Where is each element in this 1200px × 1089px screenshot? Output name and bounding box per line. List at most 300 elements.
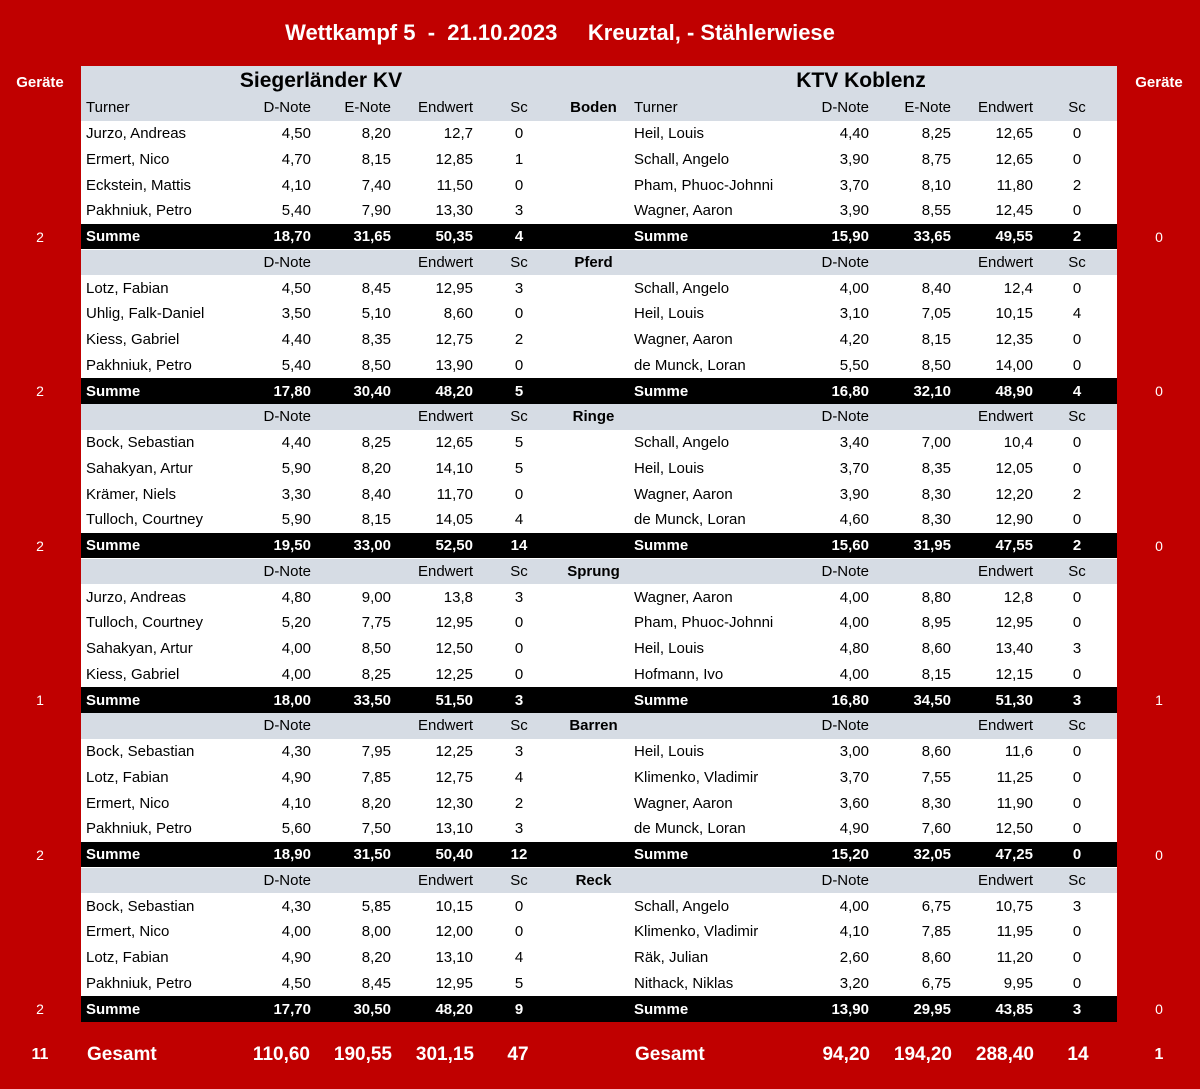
home-summe-label: Summe bbox=[86, 691, 141, 709]
away-enote-header: E-Note bbox=[904, 99, 951, 117]
away-sc: 0 bbox=[1072, 150, 1082, 168]
athlete-row bbox=[81, 893, 1117, 919]
away-endwert-header: Endwert bbox=[977, 717, 1033, 735]
home-enote: 7,40 bbox=[361, 176, 391, 194]
home-sc: 3 bbox=[514, 743, 524, 761]
home-endwert: 13,8 bbox=[443, 588, 473, 606]
home-sc: 0 bbox=[514, 176, 524, 194]
home-dnote: 5,20 bbox=[281, 614, 311, 632]
home-enote: 8,20 bbox=[361, 949, 391, 967]
home-endwert: 12,85 bbox=[435, 150, 473, 168]
team-title-row bbox=[81, 66, 1117, 95]
athlete-row bbox=[81, 739, 1117, 765]
away-endwert: 12,35 bbox=[995, 331, 1033, 349]
home-sum-enote: 30,50 bbox=[353, 1000, 391, 1018]
home-sum-sc: 5 bbox=[514, 382, 524, 400]
away-athlete-name: Wagner, Aaron bbox=[634, 794, 733, 812]
home-endwert-header: Endwert bbox=[417, 717, 473, 735]
apparatus-name: Barren bbox=[569, 717, 618, 735]
away-athlete-name: Klimenko, Vladimir bbox=[634, 768, 759, 786]
home-summe-label: Summe bbox=[86, 382, 141, 400]
summe-row bbox=[81, 996, 1117, 1022]
away-sum-sc: 4 bbox=[1072, 382, 1082, 400]
athlete-row bbox=[81, 301, 1117, 327]
athlete-row bbox=[81, 198, 1117, 224]
away-sc-header: Sc bbox=[1068, 253, 1086, 271]
home-athlete-name: Jurzo, Andreas bbox=[86, 125, 187, 143]
apparatus-header-row bbox=[81, 95, 1117, 121]
home-dnote: 4,80 bbox=[281, 588, 311, 606]
home-endwert: 11,70 bbox=[436, 485, 473, 503]
athlete-row bbox=[81, 662, 1117, 688]
home-endwert: 12,75 bbox=[435, 768, 473, 786]
away-dnote-header: D-Note bbox=[821, 871, 869, 889]
away-dnote-header: D-Note bbox=[821, 408, 869, 426]
home-athlete-name: Pakhniuk, Petro bbox=[86, 974, 192, 992]
home-sum-enote: 31,50 bbox=[353, 846, 391, 864]
apparatus-name: Ringe bbox=[572, 408, 615, 426]
home-sc: 0 bbox=[514, 485, 524, 503]
away-sc: 0 bbox=[1072, 614, 1082, 632]
away-summe-label: Summe bbox=[634, 691, 689, 709]
home-dnote: 4,70 bbox=[281, 150, 311, 168]
away-summe-label: Summe bbox=[634, 1000, 689, 1018]
home-sum-enote: 30,40 bbox=[353, 382, 391, 400]
away-sc: 0 bbox=[1072, 974, 1082, 992]
home-dnote: 5,60 bbox=[281, 820, 311, 838]
away-sc: 2 bbox=[1072, 485, 1082, 503]
home-dnote-header: D-Note bbox=[263, 562, 311, 580]
away-sum-dnote: 13,90 bbox=[831, 1000, 869, 1018]
home-athlete-name: Sahakyan, Artur bbox=[86, 459, 193, 477]
away-sc: 2 bbox=[1072, 176, 1082, 194]
away-dnote: 3,90 bbox=[839, 150, 869, 168]
athlete-row bbox=[81, 507, 1117, 533]
away-endwert: 12,95 bbox=[995, 614, 1033, 632]
home-dnote: 4,50 bbox=[281, 279, 311, 297]
away-sum-dnote: 15,60 bbox=[831, 537, 869, 555]
home-enote: 7,50 bbox=[361, 820, 391, 838]
home-endwert: 12,65 bbox=[435, 434, 473, 452]
away-enote: 8,40 bbox=[921, 279, 951, 297]
home-apparatus-points: 1 bbox=[36, 692, 44, 709]
total-home-dnote: 110,60 bbox=[252, 1044, 310, 1065]
athlete-row bbox=[81, 172, 1117, 198]
home-sc-header: Sc bbox=[510, 408, 528, 426]
away-apparatus-points: 0 bbox=[1155, 383, 1163, 400]
away-sc: 0 bbox=[1072, 949, 1082, 967]
total-home-enote: 190,55 bbox=[333, 1044, 392, 1065]
away-enote: 8,60 bbox=[921, 640, 951, 658]
apparatus-name: Sprung bbox=[567, 562, 620, 580]
home-sum-enote: 33,50 bbox=[353, 691, 391, 709]
home-endwert-header: Endwert bbox=[417, 408, 473, 426]
home-endwert: 12,95 bbox=[435, 614, 473, 632]
away-sc: 3 bbox=[1072, 640, 1082, 658]
home-dnote: 4,50 bbox=[281, 974, 311, 992]
away-dnote: 4,80 bbox=[839, 640, 869, 658]
home-endwert: 10,15 bbox=[435, 897, 473, 915]
total-away-label: Gesamt bbox=[635, 1044, 705, 1065]
away-enote: 8,15 bbox=[921, 665, 951, 683]
away-sc: 0 bbox=[1072, 820, 1082, 838]
home-sc: 5 bbox=[514, 434, 524, 452]
athlete-row bbox=[81, 765, 1117, 791]
away-enote: 8,95 bbox=[921, 614, 951, 632]
home-athlete-name: Lotz, Fabian bbox=[86, 949, 169, 967]
away-endwert: 12,20 bbox=[995, 485, 1033, 503]
home-dnote: 4,00 bbox=[281, 923, 311, 941]
away-sum-sc: 2 bbox=[1072, 537, 1082, 555]
home-athlete-name: Lotz, Fabian bbox=[86, 768, 169, 786]
total-away-dnote: 94,20 bbox=[822, 1044, 870, 1065]
score-table bbox=[81, 66, 1117, 1022]
away-dnote: 3,70 bbox=[839, 459, 869, 477]
home-endwert: 12,25 bbox=[435, 743, 473, 761]
away-dnote: 5,50 bbox=[839, 356, 869, 374]
away-apparatus-points: 1 bbox=[1155, 692, 1163, 709]
home-endwert: 12,25 bbox=[435, 665, 473, 683]
away-enote: 7,05 bbox=[921, 305, 951, 323]
home-enote: 8,50 bbox=[361, 356, 391, 374]
home-sum-sc: 12 bbox=[510, 846, 528, 864]
home-enote: 7,95 bbox=[361, 743, 391, 761]
home-endwert: 13,10 bbox=[435, 820, 473, 838]
away-dnote: 3,90 bbox=[839, 485, 869, 503]
away-enote: 6,75 bbox=[921, 974, 951, 992]
home-dnote-header: D-Note bbox=[263, 408, 311, 426]
away-sc: 4 bbox=[1072, 305, 1082, 323]
home-sum-endwert: 50,35 bbox=[435, 228, 473, 246]
away-dnote: 4,90 bbox=[839, 820, 869, 838]
home-sc-header: Sc bbox=[510, 871, 528, 889]
away-sum-dnote: 15,90 bbox=[831, 228, 869, 246]
away-sum-enote: 34,50 bbox=[913, 691, 951, 709]
away-athlete-name: Wagner, Aaron bbox=[634, 485, 733, 503]
home-endwert: 12,95 bbox=[435, 974, 473, 992]
home-endwert: 12,7 bbox=[443, 125, 473, 143]
home-athlete-name: Sahakyan, Artur bbox=[86, 640, 193, 658]
home-sum-dnote: 18,00 bbox=[273, 691, 311, 709]
home-sum-sc: 9 bbox=[514, 1000, 524, 1018]
away-sum-sc: 0 bbox=[1072, 846, 1082, 864]
home-sc: 3 bbox=[514, 820, 524, 838]
home-dnote: 4,30 bbox=[281, 897, 311, 915]
away-enote: 7,60 bbox=[921, 820, 951, 838]
away-sc: 0 bbox=[1072, 794, 1082, 812]
athlete-row bbox=[81, 147, 1117, 173]
home-athlete-name: Jurzo, Andreas bbox=[86, 588, 187, 606]
home-athlete-name: Ermert, Nico bbox=[86, 150, 170, 168]
away-endwert: 9,95 bbox=[1003, 974, 1033, 992]
away-enote: 8,25 bbox=[921, 125, 951, 143]
home-dnote: 4,50 bbox=[281, 125, 311, 143]
home-sc: 5 bbox=[514, 459, 524, 477]
apparatus-header-row bbox=[81, 250, 1117, 276]
summe-row bbox=[81, 224, 1117, 250]
away-athlete-name: Schall, Angelo bbox=[634, 279, 730, 297]
away-sc: 0 bbox=[1072, 923, 1082, 941]
home-sum-endwert: 50,40 bbox=[435, 846, 473, 864]
away-sc-header: Sc bbox=[1068, 717, 1086, 735]
away-sc: 0 bbox=[1072, 511, 1082, 529]
away-sum-enote: 29,95 bbox=[913, 1000, 951, 1018]
home-athlete-name: Eckstein, Mattis bbox=[86, 176, 192, 194]
home-sum-endwert: 48,20 bbox=[435, 382, 473, 400]
home-dnote: 3,50 bbox=[281, 305, 311, 323]
home-sum-sc: 3 bbox=[514, 691, 524, 709]
away-enote: 7,85 bbox=[921, 923, 951, 941]
away-sum-enote: 32,05 bbox=[913, 846, 951, 864]
home-sc-header: Sc bbox=[510, 99, 528, 117]
total-home-endwert: 301,15 bbox=[415, 1044, 474, 1065]
home-endwert-header: Endwert bbox=[417, 871, 473, 889]
home-enote: 7,75 bbox=[361, 614, 391, 632]
home-endwert-header: Endwert bbox=[417, 253, 473, 271]
home-enote: 8,45 bbox=[361, 279, 391, 297]
away-dnote: 4,00 bbox=[839, 614, 869, 632]
home-endwert: 13,30 bbox=[435, 202, 473, 220]
away-apparatus-points: 0 bbox=[1155, 846, 1163, 863]
away-sum-enote: 32,10 bbox=[913, 382, 951, 400]
away-turner-header: Turner bbox=[634, 99, 678, 117]
home-athlete-name: Tulloch, Courtney bbox=[86, 614, 203, 632]
home-sum-endwert: 52,50 bbox=[435, 537, 473, 555]
home-apparatus-points: 2 bbox=[36, 537, 44, 554]
home-enote-header: E-Note bbox=[344, 99, 391, 117]
home-endwert: 11,50 bbox=[436, 176, 473, 194]
home-athlete-name: Pakhniuk, Petro bbox=[86, 202, 192, 220]
home-enote: 8,50 bbox=[361, 640, 391, 658]
home-athlete-name: Krämer, Niels bbox=[86, 485, 177, 503]
away-athlete-name: Wagner, Aaron bbox=[634, 202, 733, 220]
away-dnote: 4,00 bbox=[839, 279, 869, 297]
apparatus-header-row bbox=[81, 559, 1117, 585]
home-dnote: 4,40 bbox=[281, 331, 311, 349]
home-endwert-header: Endwert bbox=[417, 99, 473, 117]
home-summe-label: Summe bbox=[86, 846, 141, 864]
away-sc-header: Sc bbox=[1068, 562, 1086, 580]
home-dnote: 4,00 bbox=[281, 640, 311, 658]
away-dnote-header: D-Note bbox=[821, 99, 869, 117]
away-sum-endwert: 49,55 bbox=[995, 228, 1033, 246]
home-apparatus-points: 2 bbox=[36, 1001, 44, 1018]
home-endwert: 8,60 bbox=[443, 305, 473, 323]
home-athlete-name: Pakhniuk, Petro bbox=[86, 356, 192, 374]
home-enote: 9,00 bbox=[361, 588, 391, 606]
home-sc-header: Sc bbox=[510, 717, 528, 735]
home-dnote: 3,30 bbox=[281, 485, 311, 503]
away-sum-endwert: 43,85 bbox=[995, 1000, 1033, 1018]
away-sum-endwert: 48,90 bbox=[995, 382, 1033, 400]
home-athlete-name: Lotz, Fabian bbox=[86, 279, 169, 297]
home-athlete-name: Uhlig, Falk-Daniel bbox=[86, 305, 205, 323]
away-endwert: 12,90 bbox=[995, 511, 1033, 529]
right-geraete-header: Geräte bbox=[1135, 74, 1183, 91]
home-dnote-header: D-Note bbox=[263, 253, 311, 271]
total-home-points: 11 bbox=[31, 1046, 49, 1063]
home-dnote: 4,40 bbox=[281, 434, 311, 452]
home-endwert: 13,10 bbox=[435, 949, 473, 967]
home-sc: 4 bbox=[514, 949, 524, 967]
away-summe-label: Summe bbox=[634, 537, 689, 555]
home-endwert: 13,90 bbox=[435, 356, 473, 374]
away-enote: 8,55 bbox=[921, 202, 951, 220]
total-away-points: 1 bbox=[1154, 1046, 1164, 1063]
away-endwert-header: Endwert bbox=[977, 871, 1033, 889]
home-enote: 8,15 bbox=[361, 150, 391, 168]
home-sc: 2 bbox=[514, 331, 524, 349]
away-endwert: 11,90 bbox=[996, 794, 1033, 812]
athlete-row bbox=[81, 456, 1117, 482]
home-sum-endwert: 51,50 bbox=[435, 691, 473, 709]
home-endwert: 12,50 bbox=[435, 640, 473, 658]
away-sc: 0 bbox=[1072, 125, 1082, 143]
athlete-row bbox=[81, 275, 1117, 301]
home-sc: 3 bbox=[514, 279, 524, 297]
away-dnote-header: D-Note bbox=[821, 562, 869, 580]
athlete-row bbox=[81, 481, 1117, 507]
home-dnote: 5,40 bbox=[281, 202, 311, 220]
away-athlete-name: Heil, Louis bbox=[634, 305, 705, 323]
total-away-sc: 14 bbox=[1067, 1044, 1089, 1065]
away-endwert: 10,15 bbox=[995, 305, 1033, 323]
away-enote: 7,00 bbox=[921, 434, 951, 452]
away-athlete-name: Wagner, Aaron bbox=[634, 331, 733, 349]
summe-row bbox=[81, 533, 1117, 559]
away-athlete-name: Wagner, Aaron bbox=[634, 588, 733, 606]
away-athlete-name: Räk, Julian bbox=[634, 949, 709, 967]
home-dnote-header: D-Note bbox=[263, 99, 311, 117]
home-dnote: 4,10 bbox=[281, 794, 311, 812]
home-athlete-name: Tulloch, Courtney bbox=[86, 511, 203, 529]
away-summe-label: Summe bbox=[634, 382, 689, 400]
away-enote: 7,55 bbox=[921, 768, 951, 786]
away-sc: 0 bbox=[1072, 588, 1082, 606]
home-dnote: 5,90 bbox=[281, 459, 311, 477]
away-dnote: 4,10 bbox=[839, 923, 869, 941]
away-enote: 8,10 bbox=[921, 176, 951, 194]
away-endwert-header: Endwert bbox=[977, 408, 1033, 426]
away-endwert: 12,4 bbox=[1003, 279, 1033, 297]
summe-row bbox=[81, 687, 1117, 713]
home-dnote: 4,30 bbox=[281, 743, 311, 761]
home-apparatus-points: 2 bbox=[36, 228, 44, 245]
away-endwert: 12,8 bbox=[1003, 588, 1033, 606]
home-enote: 8,25 bbox=[361, 665, 391, 683]
athlete-row bbox=[81, 971, 1117, 997]
home-dnote-header: D-Note bbox=[263, 871, 311, 889]
away-athlete-name: Pham, Phuoc-Johnni bbox=[634, 176, 774, 194]
athlete-row bbox=[81, 327, 1117, 353]
home-sum-sc: 14 bbox=[510, 537, 528, 555]
left-geraete-header: Geräte bbox=[16, 74, 64, 91]
home-enote: 7,90 bbox=[361, 202, 391, 220]
away-endwert: 12,65 bbox=[995, 150, 1033, 168]
away-endwert: 12,65 bbox=[995, 125, 1033, 143]
away-dnote: 3,00 bbox=[839, 743, 869, 761]
athlete-row bbox=[81, 584, 1117, 610]
total-home-sc: 47 bbox=[507, 1044, 529, 1065]
away-endwert-header: Endwert bbox=[977, 253, 1033, 271]
away-endwert: 11,20 bbox=[996, 949, 1033, 967]
home-enote: 8,40 bbox=[361, 485, 391, 503]
athlete-row bbox=[81, 610, 1117, 636]
away-endwert: 12,45 bbox=[995, 202, 1033, 220]
home-athlete-name: Kiess, Gabriel bbox=[86, 665, 180, 683]
home-enote: 7,85 bbox=[361, 768, 391, 786]
away-sc: 0 bbox=[1072, 331, 1082, 349]
home-dnote: 5,40 bbox=[281, 356, 311, 374]
home-enote: 8,00 bbox=[361, 923, 391, 941]
away-dnote: 3,70 bbox=[839, 176, 869, 194]
away-dnote: 2,60 bbox=[839, 949, 869, 967]
away-sum-dnote: 16,80 bbox=[831, 382, 869, 400]
home-athlete-name: Pakhniuk, Petro bbox=[86, 820, 192, 838]
away-enote: 8,60 bbox=[921, 949, 951, 967]
away-endwert: 12,05 bbox=[995, 459, 1033, 477]
home-apparatus-points: 2 bbox=[36, 846, 44, 863]
home-enote: 8,45 bbox=[361, 974, 391, 992]
away-sc: 0 bbox=[1072, 279, 1082, 297]
home-dnote: 4,90 bbox=[281, 949, 311, 967]
home-summe-label: Summe bbox=[86, 1000, 141, 1018]
away-apparatus-points: 0 bbox=[1155, 228, 1163, 245]
away-dnote: 3,70 bbox=[839, 768, 869, 786]
away-sc: 0 bbox=[1072, 202, 1082, 220]
away-sc: 0 bbox=[1072, 459, 1082, 477]
home-sc: 0 bbox=[514, 305, 524, 323]
away-sum-enote: 31,95 bbox=[913, 537, 951, 555]
away-sc-header: Sc bbox=[1068, 408, 1086, 426]
away-dnote: 4,00 bbox=[839, 897, 869, 915]
away-dnote-header: D-Note bbox=[821, 717, 869, 735]
home-athlete-name: Ermert, Nico bbox=[86, 794, 170, 812]
home-sc: 0 bbox=[514, 897, 524, 915]
home-enote: 8,20 bbox=[361, 125, 391, 143]
away-athlete-name: Heil, Louis bbox=[634, 743, 705, 761]
away-sc-header: Sc bbox=[1068, 871, 1086, 889]
home-enote: 5,85 bbox=[361, 897, 391, 915]
home-sum-dnote: 17,70 bbox=[273, 1000, 311, 1018]
apparatus-header-row bbox=[81, 868, 1117, 894]
home-endwert: 14,10 bbox=[435, 459, 473, 477]
away-athlete-name: Klimenko, Vladimir bbox=[634, 923, 759, 941]
away-dnote: 3,40 bbox=[839, 434, 869, 452]
away-endwert: 11,6 bbox=[1004, 743, 1033, 761]
athlete-row bbox=[81, 430, 1117, 456]
home-athlete-name: Kiess, Gabriel bbox=[86, 331, 180, 349]
athlete-row bbox=[81, 636, 1117, 662]
away-summe-label: Summe bbox=[634, 228, 689, 246]
home-endwert: 14,05 bbox=[435, 511, 473, 529]
home-endwert-header: Endwert bbox=[417, 562, 473, 580]
away-athlete-name: Schall, Angelo bbox=[634, 434, 730, 452]
summe-row bbox=[81, 378, 1117, 404]
home-sc-header: Sc bbox=[510, 253, 528, 271]
away-dnote-header: D-Note bbox=[821, 253, 869, 271]
home-sc: 4 bbox=[514, 768, 524, 786]
home-apparatus-points: 2 bbox=[36, 383, 44, 400]
away-dnote: 4,60 bbox=[839, 511, 869, 529]
home-dnote: 4,90 bbox=[281, 768, 311, 786]
away-endwert: 11,80 bbox=[996, 176, 1033, 194]
away-enote: 8,80 bbox=[921, 588, 951, 606]
home-enote: 8,35 bbox=[361, 331, 391, 349]
away-sc: 0 bbox=[1072, 665, 1082, 683]
away-dnote: 4,00 bbox=[839, 665, 869, 683]
away-apparatus-points: 0 bbox=[1155, 1001, 1163, 1018]
